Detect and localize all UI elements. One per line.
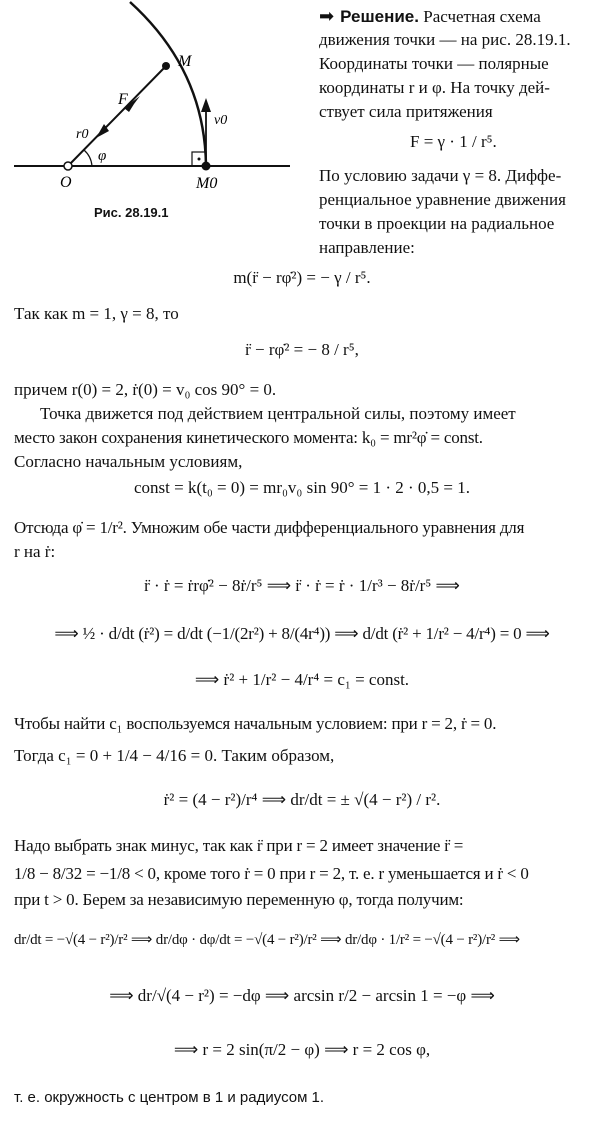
sign-line-3: при t > 0. Берем за независимую переменную φ, тогда получим: — [14, 890, 464, 909]
condition-line-0: По условию задачи γ = 8. Диффе- — [319, 166, 562, 185]
label-phi: φ — [98, 148, 107, 164]
label-m: M — [178, 53, 192, 70]
central-force-line-2: место закон сохранения кинетического момента: k₀ = mr²φ̇ = const. — [14, 428, 483, 447]
solution-title: Решение. — [340, 7, 419, 26]
chain-equation-3: ⟹ r = 2 sin(π/2 − φ) ⟹ r = 2 cos φ, — [173, 1040, 431, 1059]
find-c1-line-1: Чтобы найти c₁ воспользуемся начальным условием: при r = 2, ṙ = 0. — [14, 714, 497, 733]
solution-line-4: ствует сила притяжения — [319, 102, 493, 121]
sign-line-1: Надо выбрать знак минус, так как r̈ при r = 2 имеет значение r̈ = — [14, 836, 464, 855]
label-m0: M0 — [196, 175, 218, 192]
solution-line-0: Расчетная схема — [423, 7, 541, 26]
multiplied-equation-2: ⟹ ½ · d/dt (ṙ²) = d/dt (−1/(2r²) + 8/(4r⁴)) ⟹ d/dt (ṙ² + 1/r² − 4/r⁴) = 0 ⟹ — [54, 624, 550, 643]
point-m0 — [202, 162, 211, 171]
sign-line-2: 1/8 − 8/32 = −1/8 < 0, кроме того ṙ = 0 при r = 2, т. е. r уменьшается и ṙ < 0 — [14, 864, 529, 883]
right-angle-dot — [198, 158, 201, 161]
find-c1-line-2: Тогда c₁ = 0 + 1/4 − 4/16 = 0. Таким образом, — [14, 746, 335, 765]
initial-conditions: причем r(0) = 2, ṙ(0) = v₀ cos 90° = 0. — [14, 380, 277, 399]
angle-arc — [84, 150, 92, 166]
since-text: Так как m = 1, γ = 8, то — [14, 304, 179, 323]
hence-line-1: Отсюда φ̇ = 1/r². Умножим обе части дифференциального уравнения для — [14, 518, 525, 537]
chain-equation-1: dr/dt = −√(4 − r²)/r² ⟹ dr/dφ · dφ/dt = −√(4 − r²)/r² ⟹ dr/dφ · 1/r² = −√(4 − r²)/r² ⟹ — [14, 932, 520, 948]
label-v0: v0 — [214, 113, 228, 128]
condition-line-3: направление: — [319, 238, 415, 257]
radial-equation-numeric: r̈ − rφ̇² = − 8 / r⁵, — [245, 340, 359, 359]
point-m — [162, 62, 170, 70]
figure-caption: Рис. 28.19.1 — [94, 205, 169, 220]
radius-line — [68, 66, 166, 166]
trajectory-arc — [130, 2, 206, 166]
solution-line-1: движения точки — на рис. 28.19.1. — [319, 30, 571, 49]
solution-line-2: Координаты точки — полярные — [319, 54, 549, 73]
arrow-right-icon: ➡ — [319, 6, 335, 26]
rdot-squared-equation: ṙ² = (4 − r²)/r⁴ ⟹ dr/dt = ± √(4 − r²) / r². — [163, 790, 441, 809]
force-equation: F = γ · 1 / r⁵. — [410, 132, 497, 151]
origin-point — [64, 162, 72, 170]
multiplied-equation-3: ⟹ ṙ² + 1/r² − 4/r⁴ = c₁ = const. — [194, 670, 410, 689]
const-equation: const = k(t₀ = 0) = mr₀v₀ sin 90° = 1 · 2 · 0,5 = 1. — [134, 478, 470, 497]
final-statement: т. е. окружность с центром в 1 и радиусом 1. — [14, 1089, 325, 1106]
multiplied-equation-1: r̈ · ṙ = ṙrφ̇² − 8ṙ/r⁵ ⟹ r̈ · ṙ = ṙ · 1/r³ − 8ṙ/r⁵ ⟹ — [144, 576, 460, 595]
label-f: F — [118, 91, 128, 108]
figure-28-19-1 — [0, 0, 300, 200]
velocity-arrowhead — [201, 98, 211, 112]
chain-equation-2: ⟹ dr/√(4 − r²) = −dφ ⟹ arcsin r/2 − arcsin 1 = −φ ⟹ — [109, 986, 495, 1005]
solution-line-3: координаты r и φ. На точку дей- — [319, 78, 550, 97]
condition-line-2: точки в проекции на радиальное — [319, 214, 555, 233]
solution-heading — [319, 4, 541, 29]
label-o: O — [60, 174, 72, 191]
radial-equation: m(r̈ − rφ̇²) = − γ / r⁵. — [233, 268, 371, 287]
label-r0: r0 — [76, 127, 89, 142]
hence-line-2: r на ṙ: — [14, 542, 56, 561]
central-force-line-3: Согласно начальным условиям, — [14, 452, 243, 471]
central-force-line-1: Точка движется под действием центральной силы, поэтому имеет — [40, 404, 516, 423]
condition-line-1: ренциальное уравнение движения — [319, 190, 566, 209]
